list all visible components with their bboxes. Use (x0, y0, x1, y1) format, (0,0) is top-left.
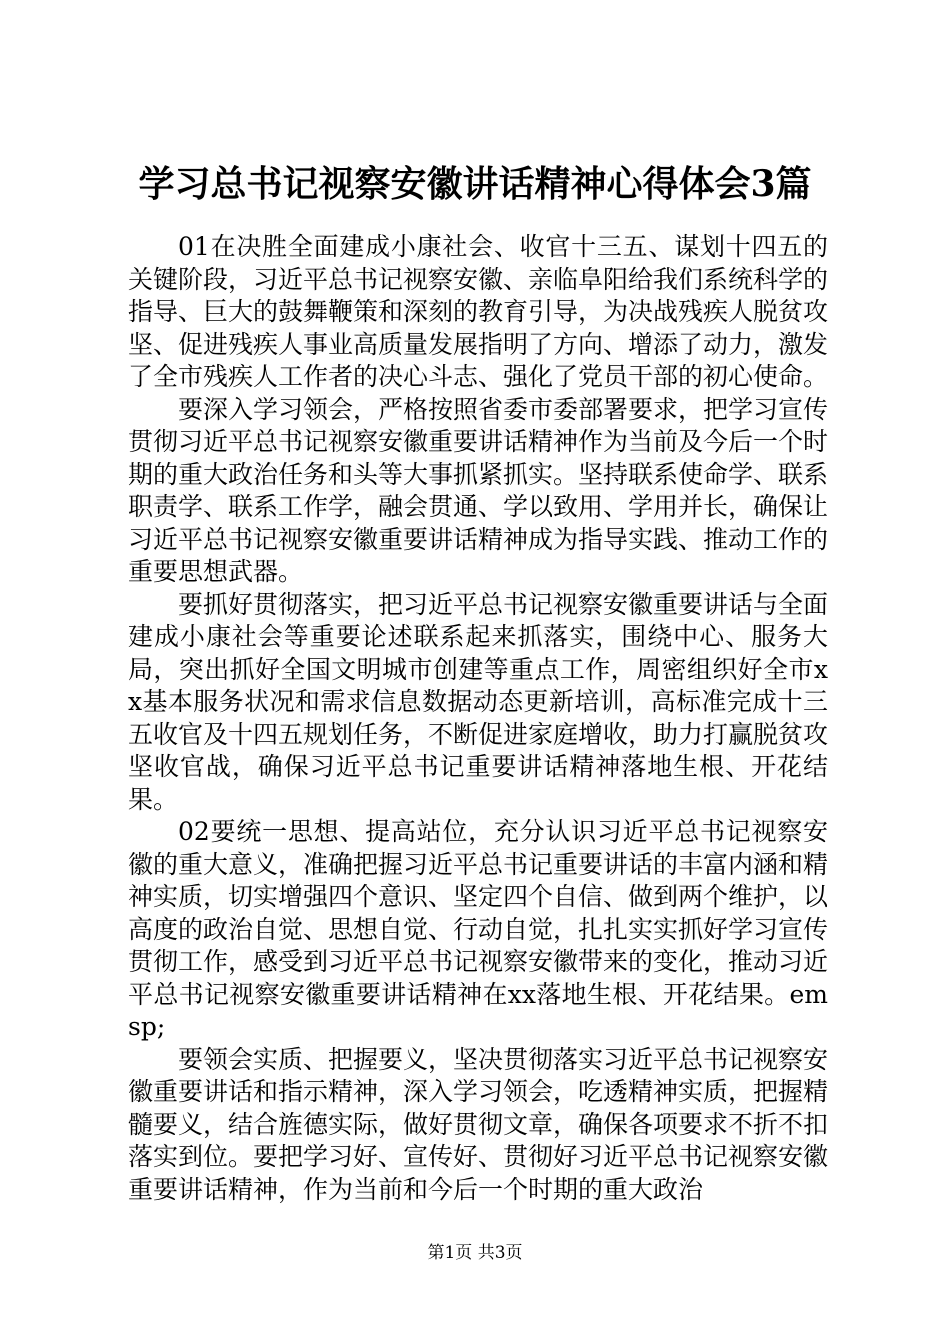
document-body (128, 231, 828, 1206)
document-title: 学习总书记视察安徽讲话精神心得体会3篇 (138, 163, 812, 205)
paragraph: 要深入学习领会，严格按照省委市委部署要求，把学习宣传贯彻习近平总书记视察安徽重要讲话精神作为当前及今后一个时期的重大政治任务和头等大事抓紧抓实。坚持联系使命学、联系职责学、联系工作学，融会贯通、学以致用、学用并长，确保让习近平总书记视察安徽重要讲话精神成为指导实践、推动工作的重要思想武器。 (128, 394, 829, 586)
page-number-footer: 第1页 共3页 (427, 1243, 523, 1263)
paragraph: 01在决胜全面建成小康社会、收官十三五、谋划十四五的关键阶段，习近平总书记视察安徽、亲临阜阳给我们系统科学的指导、巨大的鼓舞鞭策和深刻的教育引导，为决战残疾人脱贫攻坚、促进残疾人事业高质量发展指明了方向、增添了动力，激发了全市残疾人工作者的决心斗志、强化了党员干部的初心使命。 (128, 232, 829, 391)
paragraph: 要领会实质、把握要义，坚决贯彻落实习近平总书记视察安徽重要讲话和指示精神，深入学习领会，吃透精神实质，把握精髓要义，结合旌德实际，做好贯彻文章，确保各项要求不折不扣落实到位。要把学习好、宣传好、贯彻好习近平总书记视察安徽重要讲话精神，作为当前和今后一个时期的重大政治 (128, 1044, 829, 1204)
paragraph: 要抓好贯彻落实，把习近平总书记视察安徽重要讲话与全面建成小康社会等重要论述联系起来抓落实，围绕中心、服务大局，突出抓好全国文明城市创建等重点工作，周密组织好全市xx基本服务状况和需求信息数据动态更新培训，高标准完成十三五收官及十四五规划任务，不断促进家庭增收，助力打赢脱贫攻坚收官战，确保习近平总书记重要讲话精神落地生根、开花结果。 (128, 589, 829, 814)
paragraph: 02要统一思想、提高站位，充分认识习近平总书记视察安徽的重大意义，准确把握习近平总书记重要讲话的丰富内涵和精神实质，切实增强四个意识、坚定四个自信、做到两个维护，以高度的政治自觉、思想自觉、行动自觉，扎扎实实抓好学习宣传贯彻工作，感受到习近平总书记视察安徽带来的变化，推动习近平总书记视察安徽重要讲话精神在xx落地生根、开花结果。emsp; (128, 817, 829, 1041)
